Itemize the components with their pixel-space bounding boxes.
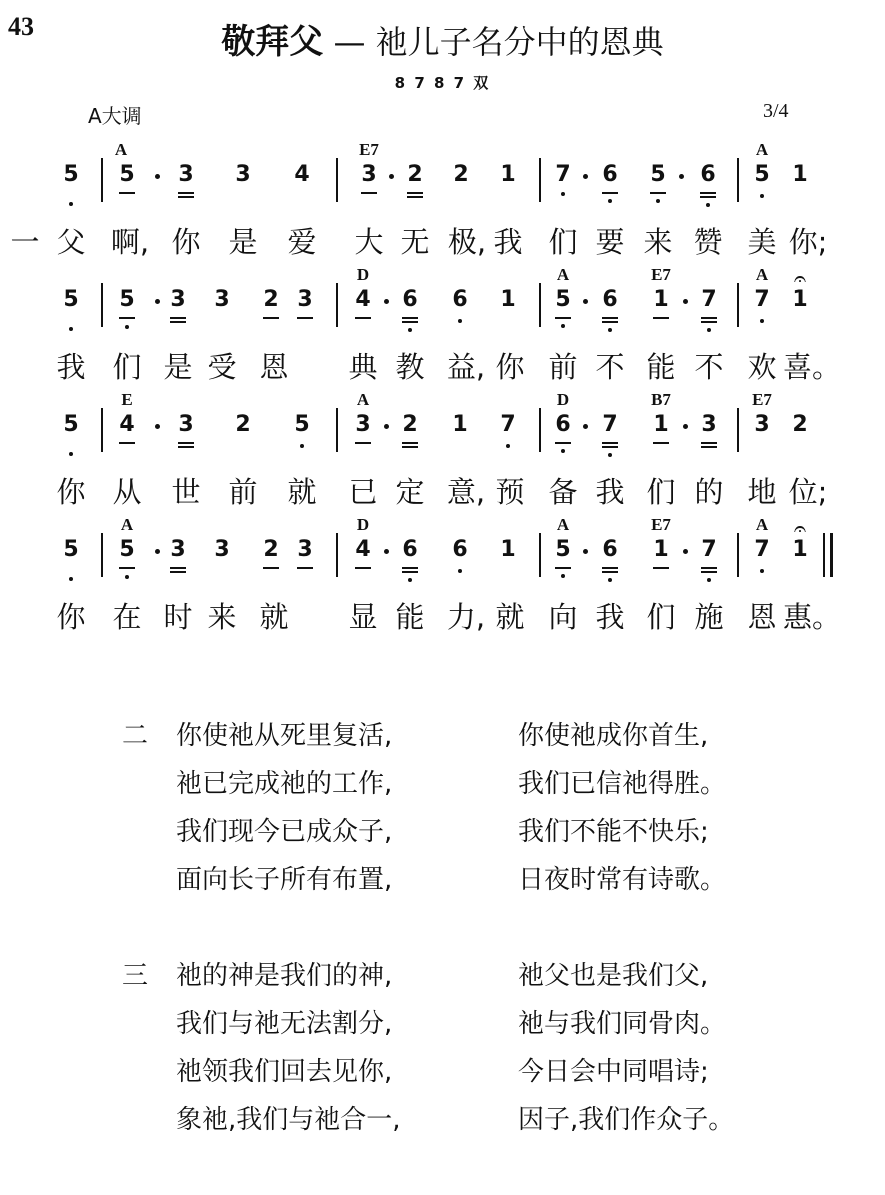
fermata-icon: 𝄐 [793, 517, 807, 542]
lyric-syllable: 极, [447, 225, 487, 259]
note: 5 [58, 287, 84, 312]
note: 3 [292, 287, 318, 312]
lyric-syllable: 喜。 [782, 350, 842, 384]
note: 7 [696, 287, 722, 312]
augmentation-dot [683, 424, 688, 429]
bar-line [539, 408, 541, 452]
note: 2 [453, 162, 469, 187]
fermata-icon: 𝄐 [793, 267, 807, 292]
lyric-syllable: 你 [56, 600, 86, 634]
lyric-syllable: 惠。 [782, 600, 842, 634]
note: 7 [597, 412, 623, 437]
lyric-syllable: 我 [56, 350, 86, 384]
note: 6 [597, 537, 623, 562]
note: 4 [114, 412, 140, 437]
note: 4 [350, 287, 376, 312]
note: 7 [749, 287, 775, 312]
lyric-syllable: 典 [348, 350, 378, 384]
lyric-syllable: 你; [788, 225, 828, 259]
chord-label: D [556, 390, 570, 409]
note: 3 [350, 412, 376, 437]
title-subtitle: — 祂儿子名分中的恩典 [323, 23, 664, 61]
lyric-syllable: 教 [395, 350, 425, 384]
augmentation-dot [384, 299, 389, 304]
chord-label: A [120, 515, 134, 534]
note: 1 [500, 537, 516, 562]
verse-line: 祂已完成祂的工作, [176, 769, 393, 799]
note: 7 [696, 537, 722, 562]
note: 7 [749, 537, 775, 562]
lyric-syllable: 我 [595, 475, 625, 509]
augmentation-dot [583, 299, 588, 304]
lyric-syllable: 就 [259, 600, 289, 634]
augmentation-dot [583, 549, 588, 554]
verse-number: 一 [10, 225, 40, 259]
verse-line: 祂领我们回去见你, [176, 1057, 393, 1087]
augmentation-dot [384, 424, 389, 429]
lyric-syllable: 就 [287, 475, 317, 509]
bar-line [737, 283, 739, 327]
lyric-syllable: 地 [747, 475, 777, 509]
note: 3 [214, 287, 230, 312]
note: 2 [258, 537, 284, 562]
bar-line [336, 283, 338, 327]
verse-line: 我们不能不快乐; [518, 817, 709, 847]
verse-line: 日夜时常有诗歌。 [518, 865, 727, 895]
lyric-syllable: 无 [400, 225, 430, 259]
chord-label: D [356, 265, 370, 284]
note: 1 [792, 537, 808, 562]
note: 5 [58, 412, 84, 437]
note: 5 [749, 162, 775, 187]
lyric-syllable: 你 [495, 350, 525, 384]
verse-line: 因子,我们作众子。 [518, 1105, 735, 1135]
augmentation-dot [384, 549, 389, 554]
title-main: 敬拜父 [221, 22, 324, 62]
verse-line: 祂的神是我们的神, [176, 961, 393, 991]
lyric-syllable: 们 [646, 600, 676, 634]
bar-line [336, 158, 338, 202]
note: 5 [58, 162, 84, 187]
note: 6 [597, 287, 623, 312]
note: 2 [397, 412, 423, 437]
lyric-syllable: 大 [354, 225, 384, 259]
lyric-syllable: 我 [595, 600, 625, 634]
lyric-syllable: 显 [348, 600, 378, 634]
note: 5 [289, 412, 315, 437]
note: 4 [294, 162, 310, 187]
lyric-syllable: 世 [171, 475, 201, 509]
chord-label: A [755, 515, 769, 534]
bar-line [336, 408, 338, 452]
music-line-4 [0, 515, 885, 645]
lyric-syllable: 们 [646, 475, 676, 509]
augmentation-dot [155, 424, 160, 429]
lyric-syllable: 能 [395, 600, 425, 634]
lyric-syllable: 来 [643, 225, 673, 259]
chord-label: E7 [651, 515, 671, 534]
lyric-syllable: 你 [56, 475, 86, 509]
augmentation-dot [155, 299, 160, 304]
chord-label: A [755, 140, 769, 159]
verse-line: 今日会中同唱诗; [518, 1057, 709, 1087]
augmentation-dot [683, 549, 688, 554]
chord-label: B7 [651, 390, 671, 409]
lyric-syllable: 是 [163, 350, 193, 384]
note: 5 [58, 537, 84, 562]
augmentation-dot [155, 549, 160, 554]
chord-label: A [114, 140, 128, 159]
verse-line: 我们现今已成众子, [176, 817, 393, 847]
verse-number: 三 [122, 961, 149, 991]
bar-line [101, 533, 103, 577]
lyric-syllable: 前 [228, 475, 258, 509]
lyric-syllable: 不 [694, 350, 724, 384]
chord-label: E7 [359, 140, 379, 159]
verse-line: 祂父也是我们父, [518, 961, 709, 991]
note: 3 [165, 287, 191, 312]
note: 1 [500, 162, 516, 187]
note: 6 [447, 537, 473, 562]
note: 1 [648, 537, 674, 562]
lyric-syllable: 不 [595, 350, 625, 384]
note: 3 [754, 412, 770, 437]
augmentation-dot [583, 424, 588, 429]
lyric-syllable: 意, [446, 475, 486, 509]
music-line-1 [0, 140, 885, 270]
note: 1 [648, 287, 674, 312]
lyric-syllable: 已 [348, 475, 378, 509]
lyric-syllable: 向 [548, 600, 578, 634]
lyric-syllable: 欢 [747, 350, 777, 384]
chord-label: E7 [752, 390, 772, 409]
chord-label: A [556, 265, 570, 284]
chord-label: D [356, 515, 370, 534]
note: 5 [645, 162, 671, 187]
verse-line: 你使祂成你首生, [518, 721, 709, 751]
lyric-syllable: 力, [446, 600, 486, 634]
verse-line: 象祂,我们与祂合一, [176, 1105, 401, 1135]
augmentation-dot [389, 174, 394, 179]
note: 1 [792, 287, 808, 312]
lyric-syllable: 恩 [259, 350, 289, 384]
lyric-syllable: 预 [495, 475, 525, 509]
note: 3 [173, 412, 199, 437]
bar-line [336, 533, 338, 577]
lyric-syllable: 父 [56, 225, 86, 259]
note: 5 [114, 162, 140, 187]
music-line-3 [0, 390, 885, 520]
note: 3 [214, 537, 230, 562]
bar-line [539, 158, 541, 202]
bar-line [539, 283, 541, 327]
note: 7 [550, 162, 576, 187]
note: 3 [165, 537, 191, 562]
lyric-syllable: 你 [171, 225, 201, 259]
note: 5 [114, 287, 140, 312]
lyric-syllable: 在 [112, 600, 142, 634]
note: 5 [114, 537, 140, 562]
bar-line [737, 408, 739, 452]
key-signature: A大调 [88, 104, 142, 128]
lyric-syllable: 施 [694, 600, 724, 634]
augmentation-dot [155, 174, 160, 179]
verse-line: 我们与祂无法割分, [176, 1009, 393, 1039]
verse-line: 你使祂从死里复活, [176, 721, 393, 751]
lyric-syllable: 是 [228, 225, 258, 259]
chord-label: A [356, 390, 370, 409]
music-line-2 [0, 265, 885, 395]
verse-number: 二 [122, 721, 149, 751]
lyric-syllable: 们 [548, 225, 578, 259]
augmentation-dot [683, 299, 688, 304]
note: 6 [695, 162, 721, 187]
note: 6 [397, 537, 423, 562]
lyric-syllable: 定 [395, 475, 425, 509]
lyric-syllable: 受 [207, 350, 237, 384]
note: 6 [597, 162, 623, 187]
note: 7 [495, 412, 521, 437]
note: 5 [550, 537, 576, 562]
lyric-syllable: 啊, [110, 225, 150, 259]
lyric-syllable: 美 [747, 225, 777, 259]
note: 1 [792, 162, 808, 187]
chord-label: E7 [651, 265, 671, 284]
hymn-title [0, 14, 885, 63]
lyric-syllable: 恩 [747, 600, 777, 634]
note: 5 [550, 287, 576, 312]
verse-line: 面向长子所有布置, [176, 865, 393, 895]
note: 3 [173, 162, 199, 187]
note: 3 [235, 162, 251, 187]
note: 2 [235, 412, 251, 437]
lyric-syllable: 益, [446, 350, 486, 384]
chord-label: A [755, 265, 769, 284]
bar-line [101, 158, 103, 202]
lyric-syllable: 们 [112, 350, 142, 384]
augmentation-dot [679, 174, 684, 179]
final-bar-line [830, 533, 833, 577]
note: 1 [648, 412, 674, 437]
lyric-syllable: 备 [548, 475, 578, 509]
time-signature: 3/4 [763, 100, 789, 122]
note: 4 [350, 537, 376, 562]
note: 1 [452, 412, 468, 437]
note: 2 [258, 287, 284, 312]
lyric-syllable: 位; [788, 475, 828, 509]
bar-line [101, 408, 103, 452]
chord-label: E [121, 390, 133, 409]
lyric-syllable: 前 [548, 350, 578, 384]
lyric-syllable: 就 [495, 600, 525, 634]
final-bar-line [823, 533, 825, 577]
lyric-syllable: 爱 [287, 225, 317, 259]
lyric-syllable: 从 [112, 475, 142, 509]
verse-line: 祂与我们同骨肉。 [518, 1009, 727, 1039]
note: 1 [500, 287, 516, 312]
bar-line [539, 533, 541, 577]
lyric-syllable: 赞 [693, 225, 723, 259]
augmentation-dot [583, 174, 588, 179]
note: 3 [356, 162, 382, 187]
note: 6 [397, 287, 423, 312]
note: 6 [447, 287, 473, 312]
note: 3 [696, 412, 722, 437]
meter: 8 7 8 7 双 [394, 74, 491, 92]
lyric-syllable: 我 [493, 225, 523, 259]
bar-line [737, 158, 739, 202]
lyric-syllable: 时 [163, 600, 193, 634]
note: 6 [550, 412, 576, 437]
note: 3 [292, 537, 318, 562]
bar-line [737, 533, 739, 577]
lyric-syllable: 的 [694, 475, 724, 509]
note: 2 [402, 162, 428, 187]
note: 2 [792, 412, 808, 437]
lyric-syllable: 来 [207, 600, 237, 634]
lyric-syllable: 要 [595, 225, 625, 259]
lyric-syllable: 能 [646, 350, 676, 384]
hymn-number: 43 [8, 12, 34, 41]
bar-line [101, 283, 103, 327]
chord-label: A [556, 515, 570, 534]
verse-line: 我们已信祂得胜。 [518, 769, 727, 799]
